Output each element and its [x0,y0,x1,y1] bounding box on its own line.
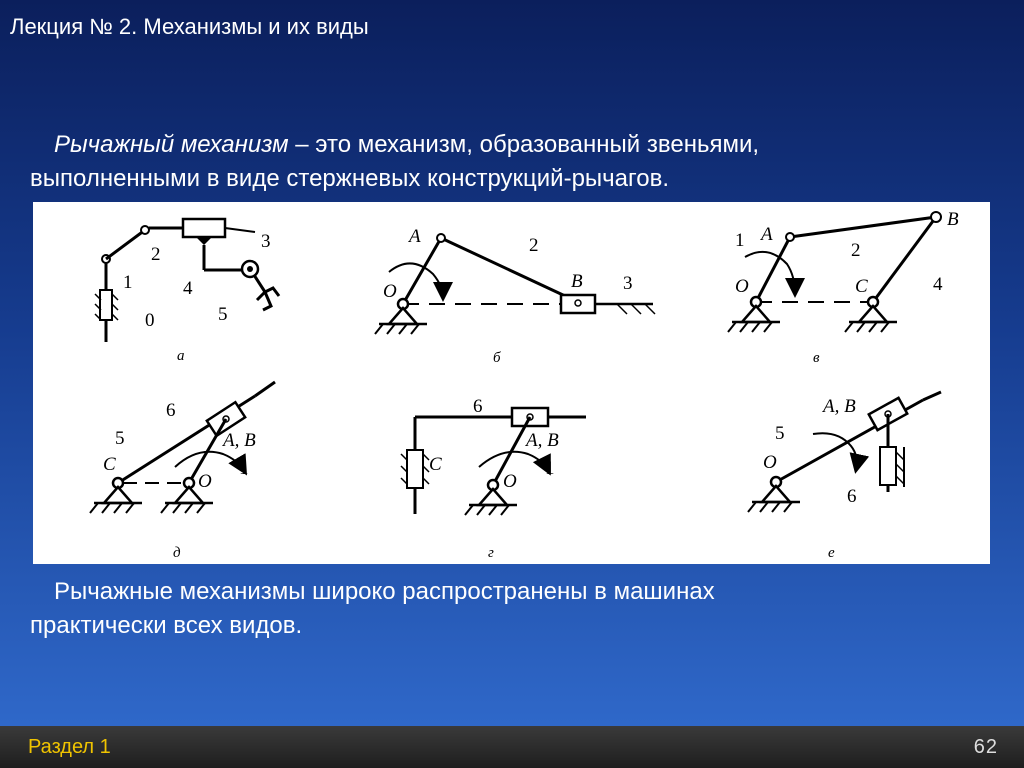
label-d-6: 6 [166,400,176,421]
note-paragraph [30,575,990,643]
panel-b [375,226,655,366]
label-b-O: O [383,281,397,302]
label-v-O: O [735,276,749,297]
caption-a: а [177,348,185,364]
label-b-A: A [409,226,421,247]
panel-a [95,219,279,364]
definition-paragraph [30,128,990,196]
caption-v: в [813,350,820,366]
caption-e: е [828,545,835,561]
panel-e [748,392,941,561]
caption-d: д [173,545,181,561]
label-d-O: O [198,471,212,492]
label-d-C: C [103,454,116,475]
label-e-6: 6 [847,486,857,507]
label-a-2: 2 [151,244,161,265]
section-label: Раздел 1 [28,736,111,758]
label-d-AB: A, B [223,430,256,451]
label-g-C: C [429,454,442,475]
label-a-1: 1 [123,272,133,293]
label-v-B: B [947,209,959,230]
label-v-A: A [761,224,773,245]
definition-term: Рычажный механизм [54,131,289,158]
note-line-2: практически всех видов. [30,612,303,639]
note-line-1: Рычажные механизмы широко распространены в машинах [54,578,715,605]
page-number: 62 [973,736,998,758]
label-v-1: 1 [735,230,745,251]
label-a-4: 4 [183,278,193,299]
caption-g: г [488,545,494,561]
label-g-O: O [503,471,517,492]
panel-d [90,382,275,561]
caption-b: б [493,350,501,366]
label-v-4: 4 [933,274,943,295]
label-a-5: 5 [218,304,228,325]
label-d-1: 1 [239,458,249,479]
panel-g [401,396,586,561]
label-b-B: B [571,271,583,292]
label-v-C: C [855,276,868,297]
definition-line-2: выполненными в виде стержневых конструкций-рычагов. [30,165,670,192]
mechanisms-diagram [33,202,990,564]
label-a-0: 0 [145,310,155,331]
label-b-2: 2 [529,235,539,256]
panel-v [728,209,959,366]
mechanisms-figure [33,202,990,564]
label-d-5: 5 [115,428,125,449]
label-g-6: 6 [473,396,483,417]
label-e-5: 5 [775,423,785,444]
slide-title: Лекция № 2. Механизмы и их виды [10,14,369,39]
label-b-3: 3 [623,273,633,294]
footer-bar [0,726,1024,768]
label-a-3: 3 [261,231,271,252]
definition-rest: – это механизм, образованный звеньями, [288,131,760,158]
label-e-AB: A, B [823,396,856,417]
label-g-1: 1 [545,458,555,479]
label-g-AB: A, B [526,430,559,451]
definition-line-1 [30,128,990,162]
label-e-O: O [763,452,777,473]
label-v-2: 2 [851,240,861,261]
